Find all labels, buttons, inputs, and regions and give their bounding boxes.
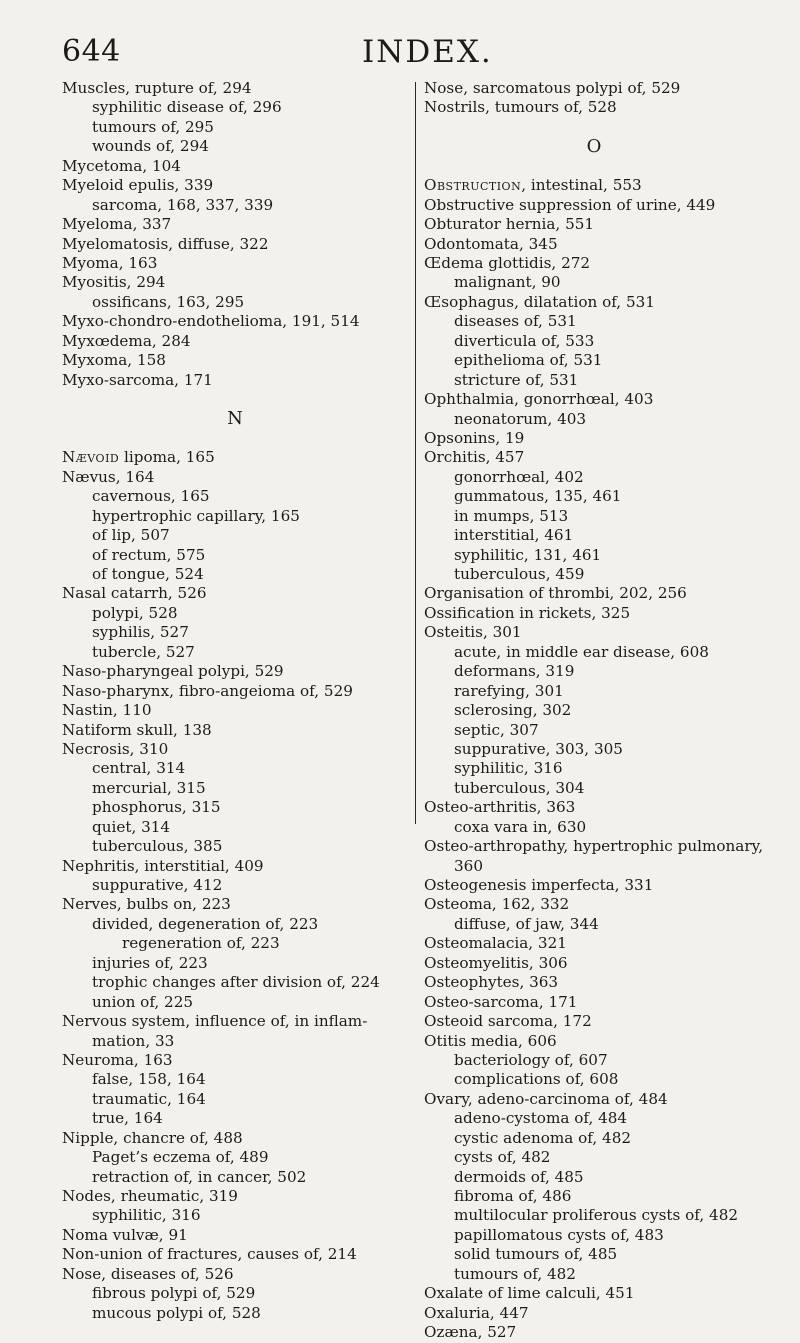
page-number: 644	[62, 34, 121, 69]
index-subentry: malignant, 90	[454, 273, 561, 292]
index-subentry: cysts of, 482	[454, 1148, 551, 1167]
index-entry: Osteoma, 162, 332	[424, 895, 570, 914]
index-entry: Nerves, bulbs on, 223	[62, 895, 231, 914]
index-entry: Ozæna, 527	[424, 1323, 517, 1342]
index-entry: Opsonins, 19	[424, 428, 525, 447]
index-subentry: papillomatous cysts of, 483	[454, 1225, 664, 1244]
index-subentry: sclerosing, 302	[454, 701, 572, 720]
index-entry: Myxo-sarcoma, 171	[62, 370, 213, 389]
index-subentry: of rectum, 575	[92, 545, 206, 564]
index-subentry: hypertrophic capillary, 165	[92, 506, 300, 525]
index-subentry: epithelioma of, 531	[454, 351, 603, 370]
index-subentry: true, 164	[92, 1109, 163, 1128]
index-column-left	[62, 79, 408, 1323]
index-entry: Nastin, 110	[62, 701, 152, 720]
index-subentry: tubercle, 527	[92, 642, 195, 661]
index-subentry: suppurative, 303, 305	[454, 739, 623, 758]
index-subentry: deformans, 319	[454, 662, 575, 681]
index-entry: Natiform skull, 138	[62, 720, 212, 739]
index-entry: Osteophytes, 363	[424, 973, 559, 992]
index-entry: Non-union of fractures, causes of, 214	[62, 1245, 357, 1264]
index-entry: Ossification in rickets, 325	[424, 603, 631, 622]
index-entry: Naso-pharyngeal polypi, 529	[62, 662, 284, 681]
index-subentry: diseases of, 531	[454, 312, 577, 331]
index-entry: Necrosis, 310	[62, 739, 169, 758]
index-subentry: adeno-cystoma of, 484	[454, 1109, 628, 1128]
index-subentry: solid tumours of, 485	[454, 1245, 618, 1264]
column-divider	[415, 82, 416, 824]
index-subentry: complications of, 608	[454, 1070, 619, 1089]
index-subentry: mercurial, 315	[92, 778, 206, 797]
index-subentry: quiet, 314	[92, 817, 171, 836]
index-entry: Nephritis, interstitial, 409	[62, 856, 264, 875]
index-entry: Organisation of thrombi, 202, 256	[424, 584, 687, 603]
index-entry: Myoma, 163	[62, 253, 158, 272]
index-entry: Muscles, rupture of, 294	[62, 79, 252, 97]
index-subentry: of tongue, 524	[92, 565, 204, 584]
index-entry: Nodes, rheumatic, 319	[62, 1187, 238, 1206]
index-subentry: mation, 33	[92, 1031, 175, 1050]
index-entry: Nostrils, tumours of, 528	[424, 98, 617, 117]
index-entry: Osteomalacia, 321	[424, 934, 567, 953]
index-entry: Oxaluria, 447	[424, 1303, 529, 1322]
index-subentry: gummatous, 135, 461	[454, 487, 622, 506]
index-subentry: polypi, 528	[92, 603, 178, 622]
index-subentry: tuberculous, 385	[92, 837, 223, 856]
index-entry: Œdema glottidis, 272	[424, 254, 591, 273]
index-entry: Ophthalmia, gonorrhœal, 403	[424, 390, 654, 409]
index-subentry: rarefying, 301	[454, 681, 564, 700]
index-subentry: tuberculous, 459	[454, 565, 585, 584]
index-entry: Orchitis, 457	[424, 448, 525, 467]
index-subentry: syphilitic, 131, 461	[454, 545, 602, 564]
index-subentry: Paget’s eczema of, 489	[92, 1148, 269, 1167]
index-subentry: of lip, 507	[92, 526, 170, 545]
index-entry: Osteoid sarcoma, 172	[424, 1012, 592, 1031]
index-entry: Obstructive suppression of urine, 449	[424, 195, 716, 214]
index-entry: Myositis, 294	[62, 273, 166, 292]
index-entry: Naso-pharynx, fibro-angeioma of, 529	[62, 681, 353, 700]
index-entry	[62, 448, 408, 467]
index-subentry: neonatorum, 403	[454, 409, 587, 428]
index-subentry: traumatic, 164	[92, 1089, 206, 1108]
index-subentry: false, 158, 164	[92, 1070, 206, 1089]
index-entry: Osteomyelitis, 306	[424, 953, 568, 972]
index-subentry: fibroma of, 486	[454, 1187, 572, 1206]
index-subentry: coxa vara in, 630	[454, 817, 587, 836]
entry-text: , intestinal, 553	[521, 176, 642, 195]
index-entry: Noma vulvæ, 91	[62, 1225, 188, 1244]
index-entry: Ovary, adeno-carcinoma of, 484	[424, 1089, 668, 1108]
index-entry: Osteo-arthritis, 363	[424, 798, 576, 817]
index-entry: Nipple, chancre of, 488	[62, 1128, 243, 1147]
index-subentry: injuries of, 223	[92, 953, 208, 972]
entry-lead-word: Nævoid	[62, 448, 120, 467]
index-subentry: syphilis, 527	[92, 623, 189, 642]
index-entry: Osteo-sarcoma, 171	[424, 992, 578, 1011]
index-entry: Nose, diseases of, 526	[62, 1264, 234, 1283]
index-subentry: cavernous, 165	[92, 487, 210, 506]
section-letter: O	[586, 135, 602, 157]
index-subentry: septic, 307	[454, 720, 539, 739]
entry-text: lipoma, 165	[119, 448, 215, 467]
index-subentry: stricture of, 531	[454, 370, 579, 389]
index-subentry: multilocular proliferous cysts of, 482	[454, 1206, 739, 1225]
index-subentry: divided, degeneration of, 223	[92, 914, 319, 933]
index-subentry: dermoids of, 485	[454, 1167, 584, 1186]
index-entry	[424, 176, 764, 195]
page-header	[0, 34, 800, 74]
index-subentry: sarcoma, 168, 337, 339	[92, 195, 274, 214]
index-entry: Osteo-arthropathy, hypertrophic pulmonary,	[424, 837, 764, 856]
index-subentry: syphilitic, 316	[454, 759, 563, 778]
index-subentry: syphilitic disease of, 296	[92, 98, 282, 117]
index-subentry: 360	[454, 856, 483, 875]
index-entry: Myeloid epulis, 339	[62, 176, 214, 195]
index-subentry: syphilitic, 316	[92, 1206, 201, 1225]
index-entry: Myeloma, 337	[62, 215, 172, 234]
index-subentry: wounds of, 294	[92, 137, 209, 156]
index-entry: Odontomata, 345	[424, 234, 558, 253]
index-entry: Nervous system, influence of, in inflam-	[62, 1012, 368, 1031]
index-entry: Œsophagus, dilatation of, 531	[424, 292, 655, 311]
index-subentry: diffuse, of jaw, 344	[454, 914, 599, 933]
section-letter: N	[227, 408, 243, 429]
index-entry: Myxo-chondro-endothelioma, 191, 514	[62, 312, 360, 331]
page-title: INDEX.	[362, 34, 493, 70]
index-subentry: ossificans, 163, 295	[92, 292, 245, 311]
index-subentry: regeneration of, 223	[122, 934, 280, 953]
index-subentry: interstitial, 461	[454, 526, 574, 545]
index-subentry: fibrous polypi of, 529	[92, 1284, 256, 1303]
index-entry: Mycetoma, 104	[62, 156, 181, 175]
index-entry: Myelomatosis, diffuse, 322	[62, 234, 269, 253]
index-entry: Myxoma, 158	[62, 351, 166, 370]
index-subentry: diverticula of, 533	[454, 331, 595, 350]
index-subentry: acute, in middle ear disease, 608	[454, 642, 709, 661]
index-subentry: mucous polypi of, 528	[92, 1303, 261, 1322]
index-subentry: phosphorus, 315	[92, 798, 221, 817]
index-subentry: tumours of, 295	[92, 117, 214, 136]
index-subentry: union of, 225	[92, 992, 194, 1011]
index-subentry: in mumps, 513	[454, 506, 569, 525]
index-entry: Nasal catarrh, 526	[62, 584, 207, 603]
index-subentry: suppurative, 412	[92, 876, 223, 895]
index-subentry: tumours of, 482	[454, 1264, 576, 1283]
index-subentry: gonorrhœal, 402	[454, 467, 584, 486]
index-entry: Nævus, 164	[62, 467, 155, 486]
index-entry: Oxalate of lime calculi, 451	[424, 1284, 635, 1303]
index-entry: Osteogenesis imperfecta, 331	[424, 876, 654, 895]
index-entry: Obturator hernia, 551	[424, 215, 595, 234]
index-entry: Osteitis, 301	[424, 623, 522, 642]
index-subentry: tuberculous, 304	[454, 778, 585, 797]
entry-lead-word: Obstruction	[424, 176, 522, 195]
index-entry: Myxœdema, 284	[62, 331, 191, 350]
index-subentry: cystic adenoma of, 482	[454, 1128, 632, 1147]
index-subentry: bacteriology of, 607	[454, 1050, 608, 1069]
index-column-right	[424, 79, 764, 1343]
index-subentry: central, 314	[92, 759, 186, 778]
index-entry: Otitis media, 606	[424, 1031, 557, 1050]
index-subentry: retraction of, in cancer, 502	[92, 1167, 307, 1186]
index-subentry: trophic changes after division of, 224	[92, 973, 380, 992]
index-entry: Nose, sarcomatous polypi of, 529	[424, 79, 681, 97]
index-entry: Neuroma, 163	[62, 1050, 173, 1069]
